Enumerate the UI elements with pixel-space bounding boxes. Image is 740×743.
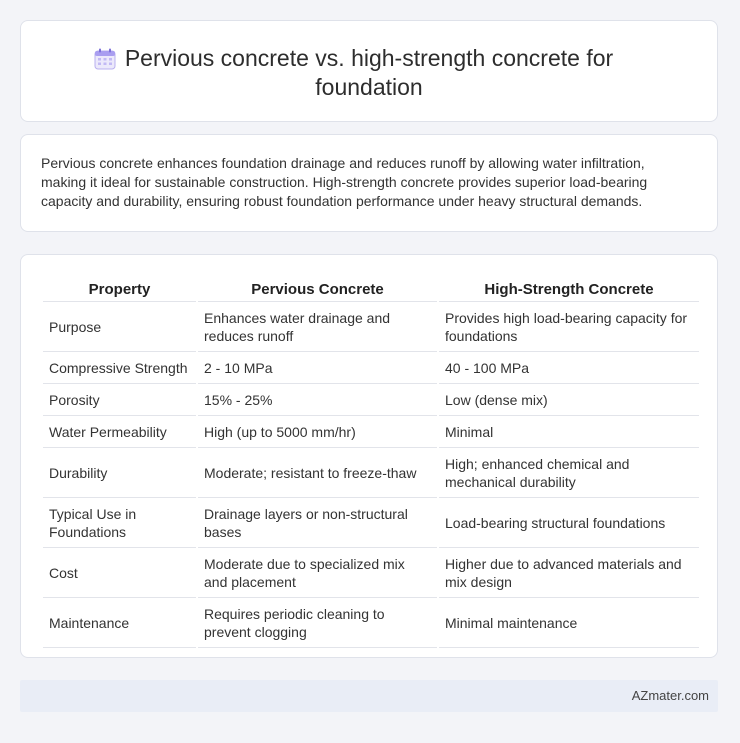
row-high-strength-value: 40 - 100 MPa	[438, 352, 699, 384]
row-pervious-value: Drainage layers or non-structural bases	[197, 498, 438, 548]
table-header-row	[43, 275, 699, 302]
row-property: Typical Use in Foundations	[43, 498, 197, 548]
row-pervious-value: 2 - 10 MPa	[197, 352, 438, 384]
row-property: Water Permeability	[43, 416, 197, 448]
row-pervious-value: Enhances water drainage and reduces runoff	[197, 302, 438, 352]
row-high-strength-value: Provides high load-bearing capacity for foundations	[438, 302, 699, 352]
comparison-table-card	[20, 254, 718, 658]
title-card	[20, 20, 718, 122]
row-high-strength-value: Higher due to advanced materials and mix design	[438, 548, 699, 598]
row-high-strength-value: Low (dense mix)	[438, 384, 699, 416]
table-row	[43, 498, 699, 548]
intro-paragraph: Pervious concrete enhances foundation drainage and reduces runoff by allowing water infiltration, making it ideal for sustainable construction. High-strength concrete provides superior load-bearing capacity and durability, ensuring robust foundation performance under heavy structural demands.	[41, 155, 648, 209]
header-high-strength-concrete: High-Strength Concrete	[438, 275, 699, 302]
intro-card	[20, 134, 718, 232]
row-property: Cost	[43, 548, 197, 598]
table-row	[43, 548, 699, 598]
table-row	[43, 384, 699, 416]
row-property: Compressive Strength	[43, 352, 197, 384]
row-property: Durability	[43, 448, 197, 498]
table-row	[43, 416, 699, 448]
row-high-strength-value: Minimal	[438, 416, 699, 448]
row-pervious-value: 15% - 25%	[197, 384, 438, 416]
row-property: Porosity	[43, 384, 197, 416]
row-high-strength-value: Minimal maintenance	[438, 598, 699, 648]
row-property: Purpose	[43, 302, 197, 352]
table-row	[43, 352, 699, 384]
row-property: Maintenance	[43, 598, 197, 648]
table-row	[43, 302, 699, 352]
header-property: Property	[43, 275, 197, 302]
footer-bar	[20, 680, 718, 712]
comparison-table	[43, 275, 699, 648]
row-pervious-value: Moderate; resistant to freeze-thaw	[197, 448, 438, 498]
table-row	[43, 598, 699, 648]
table-row	[43, 448, 699, 498]
row-high-strength-value: Load-bearing structural foundations	[438, 498, 699, 548]
row-pervious-value: High (up to 5000 mm/hr)	[197, 416, 438, 448]
row-pervious-value: Requires periodic cleaning to prevent clogging	[197, 598, 438, 648]
page-title: Pervious concrete vs. high-strength concrete for foundation	[124, 45, 614, 100]
row-pervious-value: Moderate due to specialized mix and placement	[197, 548, 438, 598]
header-pervious-concrete: Pervious Concrete	[197, 275, 438, 302]
footer-site-link[interactable]: AZmater.com	[631, 688, 709, 703]
row-high-strength-value: High; enhanced chemical and mechanical durability	[438, 448, 699, 498]
